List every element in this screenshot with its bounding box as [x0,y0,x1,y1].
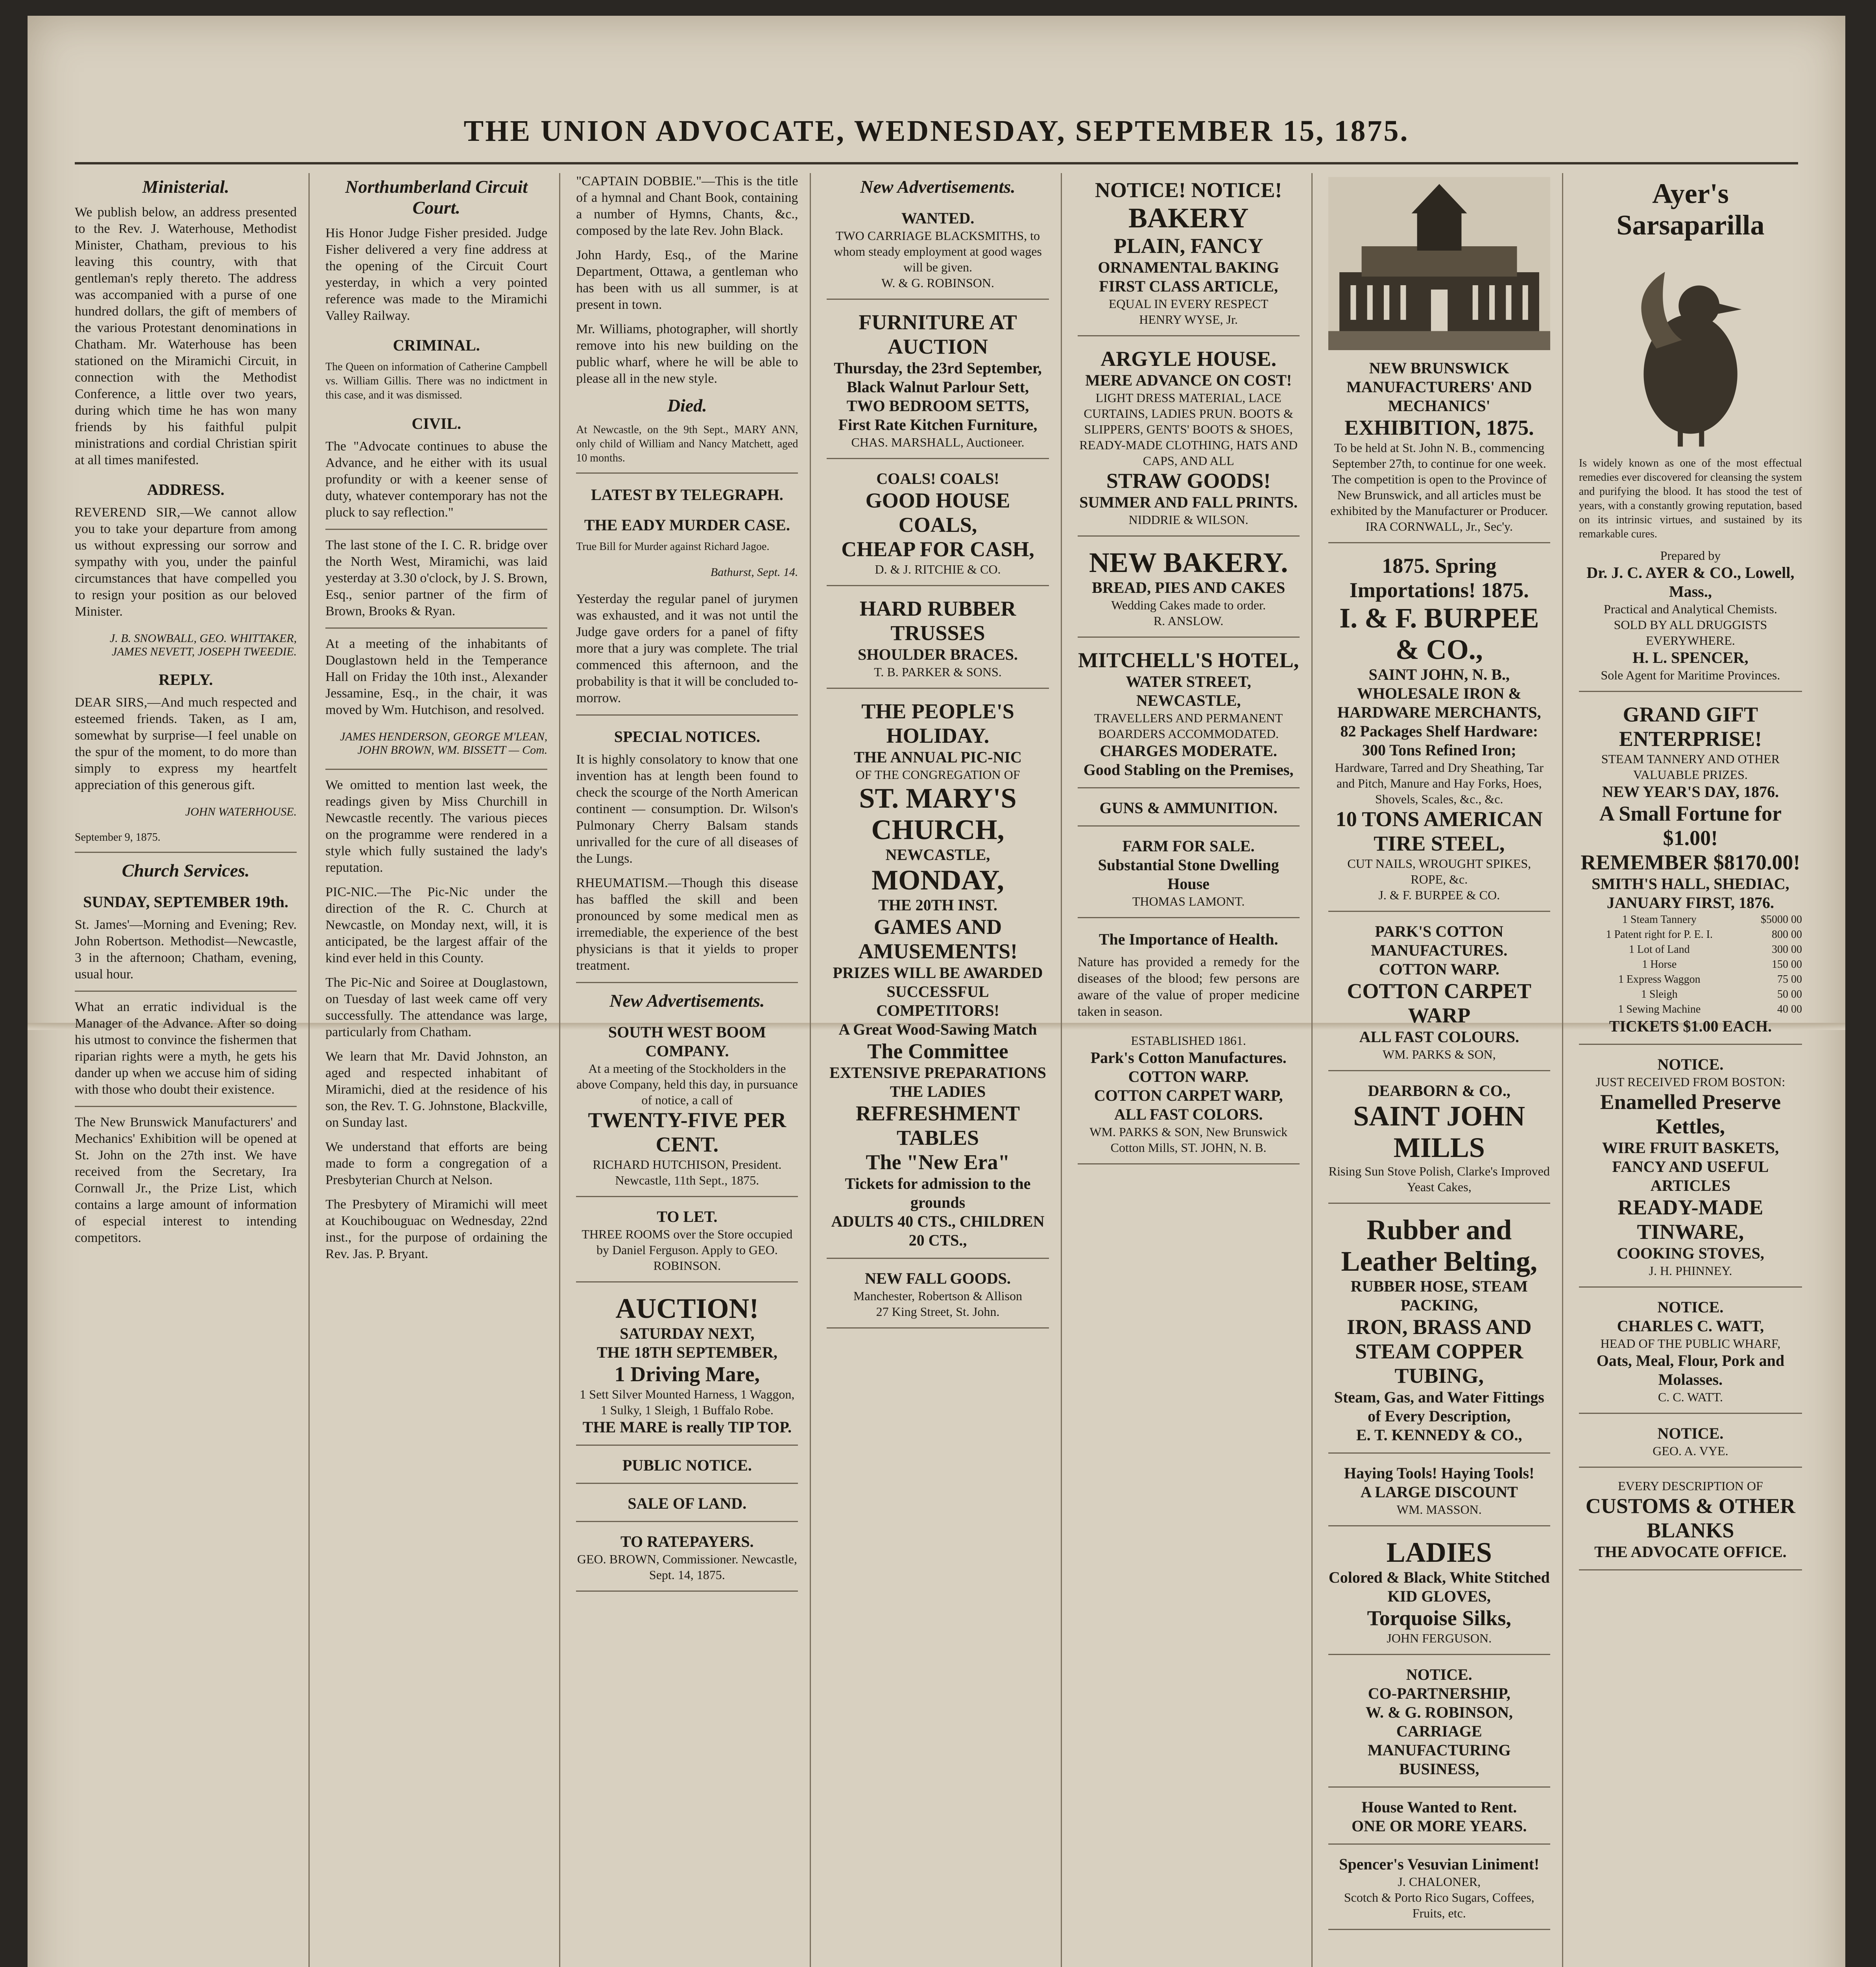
divider [325,769,547,770]
ad-title: GUNS & AMMUNITION. [1099,799,1278,817]
article-paragraph: RHEUMATISM.—Though this disease has baffled the skill and been pronounced by some medical men as irremediable, the experience of the best physicians is that it yields to proper treatment. [576,876,798,973]
ratepayers-ad [576,1528,798,1592]
ayer-ad [1579,173,1802,692]
ad-text: 27 King Street, St. John. [876,1305,1000,1319]
ad-text: Dr. J. C. AYER & CO., Lowell, Mass., [1586,564,1795,600]
ad-text: A Great Wood-Sawing Match [838,1020,1037,1038]
ad-text: CHARGES MODERATE. [1100,742,1277,760]
ad-text: PRIZES WILL BE AWARDED [833,964,1043,982]
ad-text: ESTABLISHED 1861. [1131,1033,1246,1048]
ad-signoff: HENRY WYSE, Jr. [1139,312,1238,327]
exhibition-building-icon [1328,177,1550,350]
ad-text: W. & G. ROBINSON, [1365,1703,1513,1721]
ad-emphasis: TWENTY-FIVE PER CENT. [588,1108,787,1156]
masthead: THE UNION ADVOCATE, WEDNESDAY, SEPTEMBER 15, 1875. [463,114,1409,148]
ad-signoff: R. ANSLOW. [1153,614,1224,628]
article-paragraph: John Hardy, Esq., of the Marine Department, Ottawa, a gentleman who has been with us all summer, is at present in town. [576,248,798,312]
ad-text: The competition is open to the Province of New Brunswick, and all articles must be exhibited by the Manufacturer or Producer. [1330,472,1548,518]
vye-notice-ad [1579,1419,1802,1468]
ad-text: 1 Sett Silver Mounted Harness, 1 Waggon, 1 Sulky, 1 Sleigh, 1 Buffalo Robe. [580,1387,795,1417]
ad-signoff: W. & G. ROBINSON. [881,276,994,290]
ad-title: NOTICE. [1406,1666,1472,1683]
picnic-ad [827,694,1049,1259]
new-bakery-ad [1078,542,1300,638]
ad-title: NEW FALL GOODS. [865,1270,1011,1287]
ad-signoff: J. H. PHINNEY. [1649,1264,1732,1278]
prize-cell: 40 00 [1777,1003,1802,1015]
ad-text: THE ADVOCATE OFFICE. [1594,1543,1787,1561]
ad-text: Practical and Analytical Chemists. [1604,602,1777,616]
ad-signoff: J. & F. BURPEE & CO. [1378,888,1500,902]
bakery-notice-ad [1078,173,1300,336]
ad-title: FARM FOR SALE. [1122,837,1255,855]
ad-emphasis: MONDAY, [872,864,1004,896]
truss-ad [827,592,1049,689]
ad-text: At a meeting of the Stockholders in the above Company, held this day, in pursuance of notice, a call of [576,1061,798,1107]
ad-text: COTTON WARP. [1379,960,1499,978]
article-paragraph: The New Brunswick Manufacturers' and Mechanics' Exhibition will be opened at St. John on the 27th inst. We have received from the Secretary, Ira Cornwall Jr., the Prize List, which contains a large amount of information of especial interest to intending competitors. [75,1115,297,1245]
watt-ad [1579,1293,1802,1414]
ad-text: THE 18TH SEPTEMBER, [596,1343,777,1361]
signers: JAMES HENDERSON, GEORGE M'LEAN, JOHN BROWN, WM. BISSETT — Com. [340,730,548,757]
ad-emphasis: 1 Driving Mare, [614,1362,760,1386]
prize-cell: 1 Lot of Land [1629,943,1690,956]
liniment-ad [1328,1850,1550,1930]
prize-row [1579,927,1802,942]
ad-text: First Rate Kitchen Furniture, [838,416,1038,434]
ad-text: NEWCASTLE, [885,846,990,864]
criminal-heading: CRIMINAL. [393,336,480,354]
ad-text: CARRIAGE MANUFACTURING BUSINESS, [1367,1722,1511,1778]
ad-signoff: NIDDRIE & WILSON. [1128,513,1248,527]
ad-title: PUBLIC NOTICE. [622,1456,752,1474]
article-paragraph: What an erratic individual is the Manager of the Advance. After so doing his utmost to convince the fishermen that riparian rights were a myth, he gets his dander up when we accuse him of siding with those who doubt their existence. [75,1000,297,1097]
ad-signoff: H. L. SPENCER, [1632,649,1749,666]
prize-cell: $5000 00 [1761,913,1802,926]
ad-text: CUT NAILS, WROUGHT SPIKES, ROPE, &c. [1347,856,1531,886]
ad-title: HARD RUBBER TRUSSES [859,597,1016,645]
ad-emphasis: I. & F. BURPEE & CO., [1339,602,1539,665]
ad-emphasis: 10 TONS AMERICAN TIRE STEEL, [1335,807,1543,855]
ministerial-heading: Ministerial. [142,177,229,197]
ad-text: THREE ROOMS over the Store occupied by Daniel Ferguson. Apply to GEO. ROBINSON. [582,1227,793,1273]
article-paragraph: The last stone of the I. C. R. bridge over the North West, Miramichi, was laid yesterday at 3.30 o'clock, by J. S. Brown, Esq., senior partner of the firm of Brown, Brooks & Ryan. [325,538,548,618]
ad-text: COTTON WARP. [1128,1068,1249,1085]
prize-cell: 1 Sleigh [1641,988,1678,1000]
ad-text: Substantial Stone Dwelling House [1098,856,1279,893]
ad-text: ONE OR MORE YEARS. [1352,1817,1527,1835]
address-heading: ADDRESS. [147,481,225,498]
article-paragraph: The Pic-Nic and Soiree at Douglastown, on Tuesday of last week came off very successfully. The attendance was large, particularly from Chatham. [325,975,548,1039]
hotel-ad [1078,643,1300,788]
divider [576,472,798,474]
ad-text: Manchester, Robertson & Allison [853,1289,1022,1303]
ad-title: TO RATEPAYERS. [620,1533,754,1550]
furniture-auction-ad [827,305,1049,459]
ad-signoff: C. C. WATT. [1658,1390,1723,1404]
court-heading: Northumberland Circuit Court. [345,177,528,218]
ad-text: A LARGE DISCOUNT [1360,1483,1518,1501]
divider [75,852,297,853]
article-paragraph: At a meeting of the inhabitants of Douglastown held in the Temperance Hall on Friday the 10th inst., Alexander Jessamine, Esq., in the chair, it was moved by Wm. Hutchison, and resolved. [325,637,548,717]
ad-text: Hardware, Tarred and Dry Sheathing, Tar and Pitch, Manure and Hay Forks, Hoes, Shovels, Scales, &c., &c. [1335,760,1544,806]
masthead-rule [75,162,1798,164]
ad-title: WANTED. [901,209,975,227]
dateline: September 9, 1875. [75,831,161,843]
ad-emphasis: THE MARE is really TIP TOP. [582,1418,792,1436]
ad-emphasis: STRAW GOODS! [1106,469,1271,493]
article-paragraph: Yesterday the regular panel of jurymen was exhausted, and it was not until the Judge gave orders for a panel of fifty more that a jury was complete. The trial commenced this afternoon, and the probability is that it will be concluded to-morrow. [576,592,798,705]
ad-signoff: T. B. PARKER & SONS. [874,665,1002,679]
prize-row [1579,942,1802,957]
ad-emphasis: SAINT JOHN MILLS [1353,1100,1525,1163]
ad-title: COALS! COALS! [876,470,999,487]
services-subheading: SUNDAY, SEPTEMBER 19th. [83,893,288,911]
ad-emphasis: GAMES AND AMUSEMENTS! [858,915,1017,963]
ad-title: Ayer's [1652,178,1729,209]
ad-text: LIGHT DRESS MATERIAL, LACE CURTAINS, LADIES PRUN. BOOTS & SLIPPERS, GENTS' BOOTS & SHOES, READY-MADE CLOTHING, HATS AND CAPS, AND ALL [1079,391,1298,468]
prize-cell: 50 00 [1777,988,1802,1000]
ad-text: Steam, Gas, and Water Fittings of Every Description, [1334,1388,1544,1425]
ad-text: Sole Agent for Maritime Provinces. [1601,668,1780,682]
prize-table [1579,912,1802,1017]
column-7 [1579,173,1814,1967]
ad-text: ALL FAST COLORS. [1114,1105,1263,1123]
ad-title: Park's Cotton Manufactures. [1090,1049,1287,1067]
ad-text: Good Stabling on the Premises, [1083,761,1294,779]
guns-ad [1078,794,1300,827]
ad-text: THE 20TH INST. [878,896,997,914]
ad-text: RUBBER HOSE, STEAM PACKING, [1350,1277,1528,1314]
article-paragraph: The "Advocate continues to abuse the Advance, and he either with its usual profundity or with a keener sense of duty, whatever contemporary has not the pluck to say reflection." [325,439,548,520]
ad-text: SATURDAY NEXT, [620,1325,755,1342]
ad-signoff: JOHN FERGUSON. [1387,1631,1492,1645]
column-3 [576,173,811,1967]
ad-emphasis: Sarsaparilla [1616,209,1765,241]
ad-signoff: GEO. A. VYE. [1653,1444,1728,1458]
ad-signoff: WM. PARKS & SON, New Brunswick Cotton Mills, ST. JOHN, N. B. [1089,1125,1288,1155]
new-advertisements-heading: New Advertisements. [609,991,765,1011]
ad-text: NEW YEAR'S DAY, 1876. [1602,783,1779,801]
ad-emphasis: BAKERY [1128,202,1249,234]
cotton-ad [1078,1028,1300,1164]
ad-text: OF THE CONGREGATION OF [855,768,1020,782]
article-paragraph: PIC-NIC.—The Pic-Nic under the direction of the R. C. Church at Newcastle, on Monday next, will, it is anticipated, be the largest affair of the kind ever held in this County. [325,885,548,965]
ladies-ad [1328,1532,1550,1655]
prize-cell: 1 Patent right for P. E. I. [1606,928,1713,941]
new-advertisements-heading: New Advertisements. [860,177,1016,197]
divider [325,529,547,530]
ad-text: Tickets for admission to the grounds [845,1175,1031,1211]
article-paragraph: DEAR SIRS,—And much respected and esteemed friends. Taken, as I am, somewhat by surprise—I feel unable on the spur of the moment, to do more than simply to express my heartfelt appreciation of this generous gift. [75,695,297,792]
ad-emphasis: IRON, BRASS AND STEAM COPPER TUBING, [1346,1315,1532,1388]
ad-emphasis: The "New Era" [866,1150,1010,1174]
article-paragraph: We understand that efforts are being made to form a congregation of a Presbyterian Church at Nelson. [325,1140,548,1187]
ad-text: WIRE FRUIT BASKETS, [1602,1139,1779,1157]
article-paragraph: The Queen on information of Catherine Campbell vs. William Gillis. There was no indictment in this case, and it was dismissed. [325,361,548,401]
ad-signoff: WM. MASSON. [1396,1502,1482,1517]
ad-text: Is widely known as one of the most effectual remedies ever discovered for cleansing the system and purifying the blood. It has stood the test of years, with a constantly growing reputation, based on its intrinsic virtues, and sustained by its remarkable cures. [1579,457,1802,540]
ad-signoff: IRA CORNWALL, Jr., Sec'y. [1365,519,1513,533]
ad-title: FURNITURE AT AUCTION [859,310,1017,358]
divider [75,991,297,992]
ad-text: TWO CARRIAGE BLACKSMITHS, to whom steady employment at good wages will be given. [834,229,1042,274]
died-heading: Died. [667,395,707,415]
article-paragraph: Mr. Williams, photographer, will shortly remove into his new building on the public wharf, where he will be able to please all in the new style. [576,322,798,386]
ad-emphasis: BREAD, PIES AND CAKES [1092,579,1285,596]
ad-title: NEW BAKERY. [1089,547,1288,578]
health-heading: The Importance of Health. [1099,930,1278,948]
civil-heading: CIVIL. [412,415,461,432]
special-notices-heading: SPECIAL NOTICES. [614,728,760,745]
ad-text: SUMMER AND FALL PRINTS. [1079,493,1298,511]
ad-emphasis: ST. MARY'S CHURCH, [859,782,1017,845]
ad-emphasis: The Committee [867,1039,1008,1063]
parks-ad [1328,917,1550,1071]
ad-title: PARK'S COTTON MANUFACTURES. [1371,923,1508,959]
ad-text: 300 Tons Refined Iron; [1362,741,1516,759]
article-paragraph: The Presbytery of Miramichi will meet at Kouchibouguac on Wednesday, 22nd inst., for the purpose of ordaining the Rev. Jas. P. Bryant. [325,1197,548,1261]
prize-row [1579,972,1802,987]
boston-goods-ad [1579,1050,1802,1288]
article-paragraph: REVEREND SIR,—We cannot allow you to take your departure from among us without expressing our sorrow and sympathy with you, under the painful circumstances that have compelled you to resign your position as our beloved Minister. [75,505,297,619]
ad-text: TWO BEDROOM SETTS, [846,397,1029,415]
signers: J. B. SNOWBALL, GEO. WHITTAKER, JAMES NEVETT, JOSEPH TWEEDIE. [109,632,297,658]
prize-cell: 800 00 [1772,928,1802,941]
ad-signoff: J. CHALONER, [1398,1875,1481,1889]
ad-title: NOTICE. [1657,1298,1724,1316]
ad-title: NOTICE. [1657,1425,1724,1442]
ad-signoff: WM. PARKS & SON, [1382,1047,1496,1061]
telegraph-heading: LATEST BY TELEGRAPH. [591,486,783,504]
ad-title: NOTICE. [1657,1055,1724,1073]
ad-text: FANCY AND USEFUL ARTICLES [1612,1158,1769,1194]
ad-text: Scotch & Porto Rico Sugars, Coffees, Fruits, etc. [1344,1890,1534,1920]
divider [576,714,798,716]
public-notice-ad [576,1451,798,1484]
bird-icon [1579,246,1802,451]
prize-cell: 1 Steam Tannery [1622,913,1697,926]
article-paragraph: Nature has provided a remedy for the diseases of the blood; few persons are aware of the value of proper medicine taken in season. [1077,955,1300,1019]
ad-title: TO LET. [657,1208,718,1225]
ad-text: CHARLES C. WATT, [1617,1317,1764,1335]
exhibition-ad [1328,354,1550,543]
ad-text: ADULTS 40 CTS., CHILDREN 20 CTS., [831,1212,1045,1249]
to-let-ad [576,1203,798,1282]
ad-title: Haying Tools! Haying Tools! [1344,1464,1534,1482]
ad-text: THE ANNUAL PIC-NIC [854,748,1022,766]
ad-text: CO-PARTNERSHIP, [1368,1685,1510,1702]
prize-row [1579,957,1802,972]
ad-text: EXTENSIVE PREPARATIONS [829,1064,1046,1081]
belting-ad [1328,1209,1550,1454]
ad-text: THE LADIES [890,1083,986,1100]
ad-signoff: CHAS. MARSHALL, Auctioneer. [851,435,1025,449]
reply-heading: REPLY. [158,671,213,688]
ad-emphasis: GOOD HOUSE COALS, [865,489,1010,537]
prize-cell: 75 00 [1777,973,1802,985]
sale-of-land-ad [576,1489,798,1522]
ad-text: STEAM TANNERY AND OTHER VALUABLE PRIZES. [1601,752,1780,782]
copartnership-ad [1328,1661,1550,1788]
farm-ad [1078,832,1300,918]
ad-emphasis: REFRESHMENT TABLES [855,1102,1020,1150]
telegraph-place: Bathurst, Sept. 14. [710,566,798,579]
ad-title: LADIES [1386,1537,1492,1568]
article-paragraph: We omitted to mention last week, the readings given by Miss Churchill in Newcastle recently. The various pieces on the programme were rendered in a style which fully sustained the lady's reputation. [325,778,548,875]
ad-signoff: RICHARD HUTCHISON, President. [593,1157,782,1172]
prize-row [1579,987,1802,1002]
ad-emphasis: Enamelled Preserve Kettles, [1600,1090,1781,1138]
ad-text: ORNAMENTAL BAKING [1098,258,1279,276]
ad-text: EVERY DESCRIPTION OF [1618,1479,1763,1493]
ad-signoff: E. T. KENNEDY & CO., [1356,1426,1522,1444]
divider [75,1106,297,1107]
haying-ad [1328,1459,1550,1526]
ad-text: TRAVELLERS AND PERMANENT BOARDERS ACCOMMODATED. [1094,711,1283,741]
ad-emphasis: Torquoise Silks, [1367,1606,1511,1630]
columns [75,173,1814,1967]
ad-text: Thursday, the 23rd September, [834,359,1042,377]
article-paragraph: St. James'—Morning and Evening; Rev. John Robertson. Methodist—Newcastle, 3 in the afternoon; Chatham, evening, usual hour. [75,917,297,982]
services-heading: Church Services. [122,860,250,880]
ad-text: FIRST CLASS ARTICLE, [1099,277,1278,295]
column-5 [1078,173,1313,1967]
column-2 [325,173,560,1967]
telegraph-subheading: THE EADY MURDER CASE. [584,516,790,534]
ad-emphasis: REMEMBER $8170.00! [1581,851,1800,874]
bird-engraving [1579,246,1802,451]
prize-cell: 1 Express Waggon [1618,973,1701,985]
ad-emphasis: CHEAP FOR CASH, [841,537,1034,561]
ad-title: AUCTION! [615,1293,759,1324]
ad-signoff: D. & J. RITCHIE & CO. [875,562,1001,576]
article-paragraph: His Honor Judge Fisher presided. Judge Fisher delivered a very fine address at the opening of the Circuit Court yesterday, in which a very pointed reference was made to the Miramichi Valley Railway. [325,226,548,323]
ad-title: NEW BRUNSWICK MANUFACTURERS' AND MECHANICS' [1346,359,1532,415]
wanted-ad [827,204,1049,300]
ad-signoff: GEO. BROWN, Commissioner. Newcastle, Sept. 14, 1875. [577,1552,797,1582]
mills-ad [1328,1077,1550,1204]
ad-emphasis: MERE ADVANCE ON COST! [1085,371,1292,389]
ad-text: SHOULDER BRACES. [858,646,1018,663]
ad-text: JUST RECEIVED FROM BOSTON: [1595,1075,1786,1089]
ad-emphasis: EXHIBITION, 1875. [1344,416,1534,439]
exhibition-building-engraving [1328,177,1550,350]
ad-signoff: THOMAS LAMONT. [1132,894,1245,908]
ad-text: Prepared by [1660,548,1721,563]
ad-text: Black Walnut Parlour Sett, [846,378,1029,396]
newspaper-page [28,16,1845,1967]
ad-text: WATER STREET, NEWCASTLE, [1126,673,1251,709]
column-6 [1328,173,1563,1967]
coals-ad [827,465,1049,586]
ad-text: COOKING STOVES, [1616,1244,1764,1262]
ad-text: SAINT JOHN, N. B., [1368,666,1510,683]
prize-cell: 1 Horse [1642,958,1677,971]
ad-text: WHOLESALE IRON & HARDWARE MERCHANTS, [1337,685,1541,721]
column-1 [75,173,310,1967]
telegraph-subtitle: True Bill for Murder against Richard Jagoe. [576,541,770,553]
ad-title: Spencer's Vesuvian Liniment! [1339,1855,1540,1873]
prize-cell: 1 Sewing Machine [1618,1003,1701,1015]
prize-row [1579,912,1802,927]
ad-text: Rising Sun Stove Polish, Clarke's Improved Yeast Cakes, [1328,1164,1550,1194]
ad-text: EQUAL IN EVERY RESPECT [1108,297,1269,311]
ad-text: Wedding Cakes made to order. [1111,598,1266,612]
ad-title: NOTICE! NOTICE! [1095,178,1282,202]
obituary: At Newcastle, on the 9th Sept., MARY ANN, only child of William and Nancy Matchett, aged 10 months. [576,424,798,464]
auction-ad [576,1288,798,1446]
ad-text: COTTON CARPET WARP, [1094,1087,1283,1104]
article-paragraph: "CAPTAIN DOBBIE."—This is the title of a hymnal and Chant Book, containing a number of Hymns, Chants, &c., composed by the late Rev. John Black. [576,174,798,238]
article-paragraph: We publish below, an address presented to the Rev. J. Waterhouse, Methodist Minister, Chatham, previous to his leaving this country, with that gentleman's reply thereto. The address was accompanied with a purse of one hundred dollars, the gift of members of the various Protestant denominations in Chatham. Mr. Waterhouse has been stationed on the Miramichi Circuit, in connection with the Methodist Conference, a little over two years, during which time he has won many friends by his faithful pulpit ministrations and cordial Christian spirit at all times manifested. [75,205,297,467]
article-paragraph: We learn that Mr. David Johnston, an aged and respected inhabitant of Miramichi, died at the residence of his son, the Rev. T. G. Johnstone, Blackville, on Sunday last. [325,1049,548,1130]
burpee-ad [1328,549,1550,912]
column-4 [827,173,1062,1967]
prize-row [1579,1002,1802,1017]
divider [576,982,798,983]
ad-dateline: Newcastle, 11th Sept., 1875. [615,1173,759,1187]
ad-title: DEARBORN & CO., [1368,1082,1510,1100]
argyle-house-ad [1078,342,1300,537]
gift-enterprise-ad [1579,697,1802,1045]
house-wanted-ad [1328,1793,1550,1845]
ad-title: THE PEOPLE'S HOLIDAY. [861,699,1014,747]
ad-text: ALL FAST COLOURS. [1359,1028,1519,1046]
ad-text: SUCCESSFUL COMPETITORS! [876,983,999,1019]
ad-emphasis: CUSTOMS & OTHER BLANKS [1585,1494,1795,1542]
ad-title: ARGYLE HOUSE. [1100,347,1277,371]
ad-text: SMITH'S HALL, SHEDIAC, [1592,875,1789,893]
boom-company-ad [576,1018,798,1197]
ad-title: MITCHELL'S HOTEL, [1078,648,1299,672]
ad-text: TICKETS $1.00 EACH. [1609,1017,1772,1035]
ad-title: SOUTH WEST BOOM COMPANY. [608,1023,766,1060]
ad-text: SOLD BY ALL DRUGGISTS EVERYWHERE. [1614,618,1767,648]
blanks-ad [1579,1473,1802,1570]
prize-cell: 300 00 [1772,943,1802,956]
ad-title: SALE OF LAND. [628,1495,747,1512]
ad-text: Oats, Meal, Flour, Pork and Molasses. [1596,1352,1785,1388]
fall-goods-ad [827,1264,1049,1329]
ad-title: 1875. Spring Importations! 1875. [1349,554,1529,602]
ad-title: GRAND GIFT ENTERPRISE! [1619,703,1762,751]
article-paragraph: It is highly consolatory to know that one invention has at length been found to check the scourge of the North American continent — consumption. Dr. Wilson's Pulmonary Cherry Balsam stands unrivalled for the cure of all diseases of the Lungs. [576,752,798,866]
prize-cell: 150 00 [1772,958,1802,971]
ad-emphasis: A Small Fortune for $1.00! [1599,802,1782,850]
ad-text: To be held at St. John N. B., commencing September 27th, to continue for one week. [1332,441,1546,471]
ad-text: 82 Packages Shelf Hardware: [1340,722,1538,740]
ad-title: House Wanted to Rent. [1361,1798,1517,1816]
ad-emphasis: COTTON CARPET WARP [1347,979,1532,1027]
signoff: JOHN WATERHOUSE. [185,805,297,818]
divider [325,627,547,629]
ad-emphasis: READY-MADE TINWARE, [1617,1196,1763,1244]
ad-text: JANUARY FIRST, 1876. [1606,894,1774,912]
ad-emphasis: PLAIN, FANCY [1113,234,1263,258]
ad-title: Rubber and Leather Belting, [1341,1214,1538,1277]
ad-text: Colored & Black, White Stitched KID GLOVES, [1328,1568,1550,1605]
ad-text: HEAD OF THE PUBLIC WHARF, [1600,1336,1781,1351]
